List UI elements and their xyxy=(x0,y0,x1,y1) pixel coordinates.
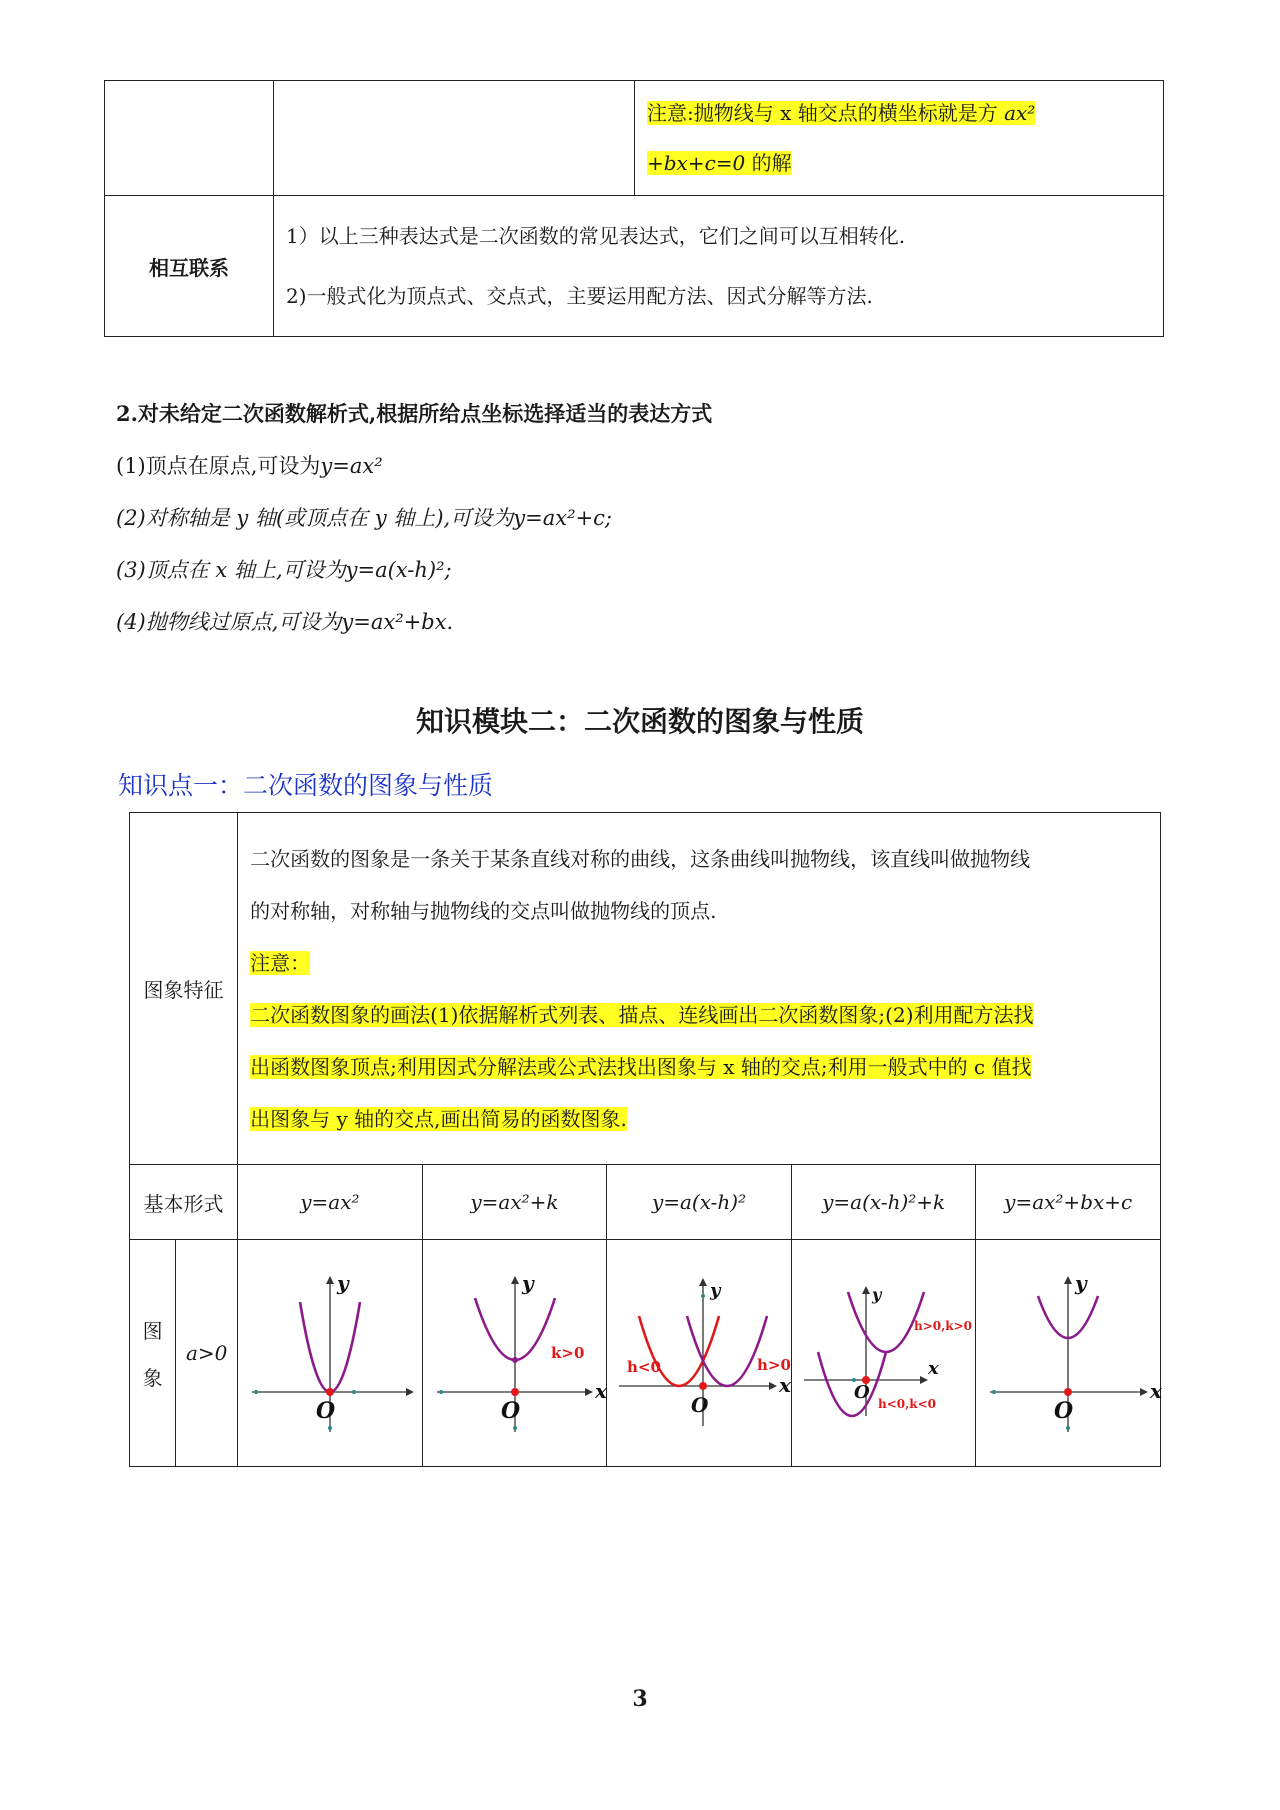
x-arrow-icon xyxy=(769,1382,777,1390)
graph-1 xyxy=(238,1240,423,1467)
y-arrow-icon xyxy=(511,1276,519,1284)
feature-text: 二次函数的图象是一条关于某条直线对称的曲线，这条曲线叫抛物线，该直线叫做抛物线 的对称轴，对称轴与抛物线的交点叫做抛物线的顶点. 注意： 二次函数图象的画法(1)依据解析式列表、描点、连线画出二次函数图象;(2)利用配方法找 出函数图象顶点;利用因式分解法或公式法找出图象与 x 轴的交点;利用一般式中的 c 值找 出图象与 y 轴的交点,画出简易的函数图象. xyxy=(238,813,1161,1165)
intercept-note-cell xyxy=(635,81,1164,196)
graph-5-svg xyxy=(976,1240,1163,1466)
relation-label: 相互联系 xyxy=(105,196,274,337)
y-axis-label: y xyxy=(1075,1271,1088,1295)
knowledge-point-title: 知识点一：二次函数的图象与性质 xyxy=(118,771,494,800)
condition-label: a>0 xyxy=(176,1240,238,1467)
section-2-heading: 2.对未给定二次函数解析式,根据所给点坐标选择适当的表达方式 xyxy=(116,401,713,426)
intercept-note: 注意:抛物线与 x 轴交点的横坐标就是方 ax² xyxy=(647,101,1036,125)
form-5: y=ax²+bx+c xyxy=(976,1165,1161,1240)
x-arrow-icon xyxy=(1140,1388,1148,1396)
graph-4 xyxy=(791,1240,976,1467)
origin-point xyxy=(1064,1388,1072,1396)
x-axis-label: x xyxy=(594,1379,607,1403)
basic-form-label: 基本形式 xyxy=(130,1165,238,1240)
module-title: 知识模块二：二次函数的图象与性质 xyxy=(415,705,864,738)
origin-label: O xyxy=(1054,1398,1074,1424)
h-k-positive-label: h>0,k>0 xyxy=(913,1319,972,1333)
x-axis-label: x xyxy=(927,1358,939,1379)
y-arrow-icon xyxy=(326,1276,334,1284)
origin-label: O xyxy=(316,1398,336,1424)
y-axis-label: y xyxy=(871,1285,882,1304)
x-arrow-icon xyxy=(406,1388,414,1396)
form-3: y=a(x-h)² xyxy=(607,1165,792,1240)
origin-point xyxy=(511,1388,519,1396)
feature-label: 图象特征 xyxy=(130,813,238,1165)
y-arrow-icon xyxy=(1064,1276,1072,1284)
graph-properties-table xyxy=(129,812,1161,1467)
h-negative-label: h<0 xyxy=(627,1358,662,1376)
graph-4-svg xyxy=(792,1240,974,1466)
h-k-negative-label: h<0,k<0 xyxy=(877,1397,936,1411)
section-2-item: (1)顶点在原点,可设为y=ax² xyxy=(116,454,383,478)
origin-label: O xyxy=(853,1382,870,1403)
origin-label: O xyxy=(500,1398,520,1424)
graph-3 xyxy=(607,1240,792,1467)
top-table xyxy=(104,80,1164,337)
relation-text: 1）以上三种表达式是二次函数的常见表达式，它们之间可以互相转化. 2)一般式化为顶点式、交点式，主要运用配方法、因式分解等方法. xyxy=(274,196,1164,337)
parabola-upper xyxy=(848,1292,924,1352)
section-2-item: (4)抛物线过原点,可设为y=ax²+bx. xyxy=(116,610,454,634)
x-arrow-icon xyxy=(920,1376,928,1384)
k-label: k>0 xyxy=(550,1344,585,1362)
page-number: 3 xyxy=(632,1686,648,1712)
parabola-h-positive xyxy=(687,1316,767,1386)
y-axis-label: y xyxy=(521,1271,534,1295)
graph-1-svg xyxy=(238,1240,420,1466)
graph-3-svg xyxy=(607,1240,792,1466)
form-2: y=ax²+k xyxy=(422,1165,607,1240)
empty-cell xyxy=(274,81,635,196)
graph-2-svg xyxy=(423,1240,605,1466)
empty-cell xyxy=(105,81,274,196)
graph-5 xyxy=(976,1240,1161,1467)
form-4: y=a(x-h)²+k xyxy=(791,1165,976,1240)
graph-2 xyxy=(422,1240,607,1467)
graph-row-label: 图 象 xyxy=(130,1240,176,1467)
x-axis-label: x xyxy=(779,1373,792,1397)
y-arrow-icon xyxy=(699,1278,707,1286)
section-2-item: (3)顶点在 x 轴上,可设为y=a(x-h)²; xyxy=(116,558,452,582)
x-axis-label: x xyxy=(1150,1379,1163,1403)
y-arrow-icon xyxy=(862,1286,870,1294)
vertex-point xyxy=(326,1388,334,1396)
intercept-note-cont: +bx+c=0 的解 xyxy=(647,151,792,175)
form-1: y=ax² xyxy=(238,1165,423,1240)
x-arrow-icon xyxy=(585,1388,593,1396)
parabola-lower xyxy=(818,1352,886,1416)
h-positive-label: h>0 xyxy=(757,1356,792,1374)
section-2 xyxy=(116,388,1156,648)
origin-point xyxy=(699,1382,707,1390)
y-axis-label: y xyxy=(337,1271,349,1295)
y-axis-label: y xyxy=(710,1280,721,1301)
section-2-item: (2)对称轴是 y 轴(或顶点在 y 轴上),可设为y=ax²+c; xyxy=(116,506,612,530)
origin-label: O xyxy=(691,1393,709,1417)
